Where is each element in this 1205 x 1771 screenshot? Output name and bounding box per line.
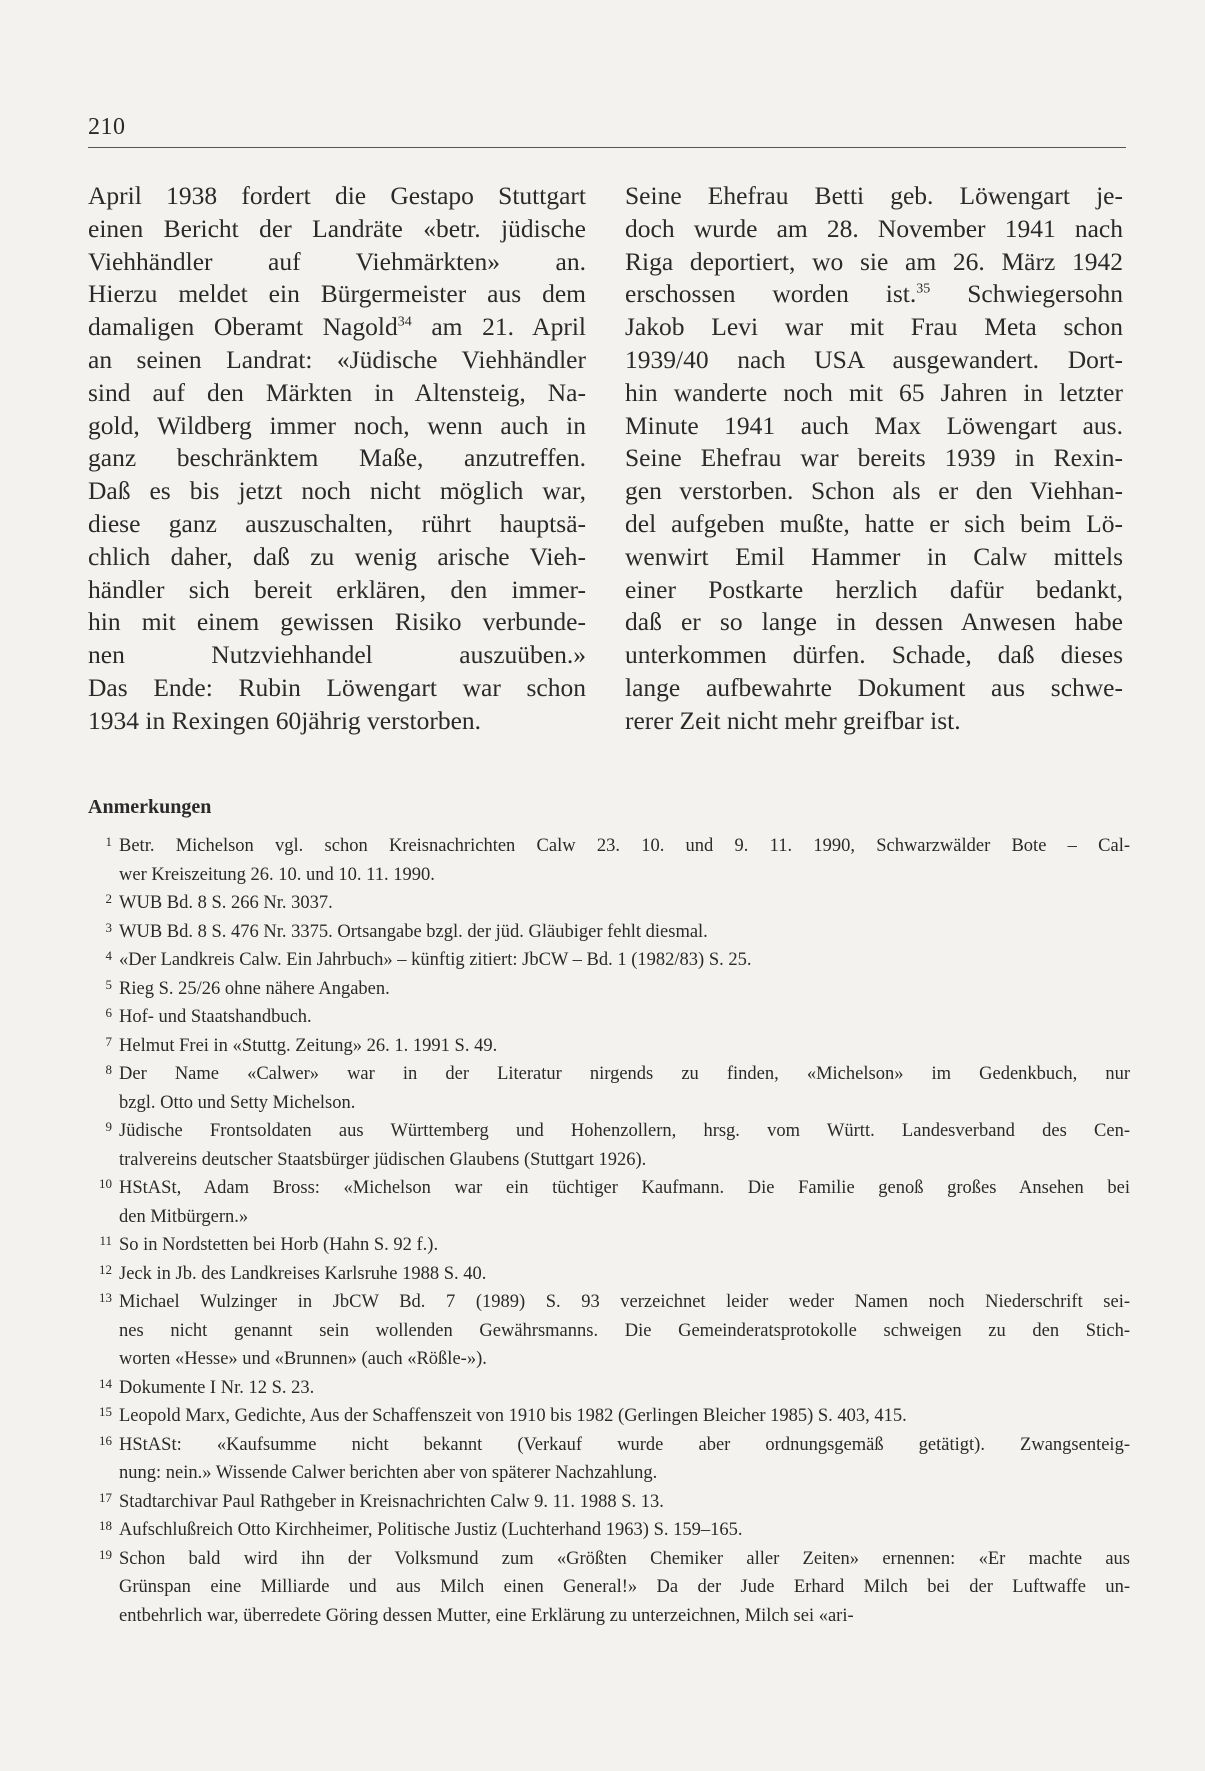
- footnote-number: 11: [99, 1233, 112, 1248]
- footnote: [88, 1431, 1130, 1488]
- text-line: diese ganz auszuschalten, rührt hauptsä-: [88, 508, 586, 538]
- footnote-line: nung: nein.» Wissende Calwer berichten aber von späterer Nachzahlung.: [119, 1463, 658, 1483]
- footnote: [88, 1174, 1130, 1231]
- text-line: Seine Ehefrau Betti geb. Löwengart je-: [625, 181, 1123, 210]
- footnote-line: Jeck in Jb. des Landkreises Karlsruhe 1988 S. 40.: [119, 1263, 487, 1284]
- footnote-number: 9: [105, 1119, 112, 1134]
- text-line: Jakob Levi war mit Frau Meta schon: [625, 312, 1123, 342]
- footnote: [88, 832, 1130, 889]
- text-line: ganz beschränktem Maße, anzutreffen.: [88, 443, 586, 473]
- footnote-line: worten «Hesse» und «Brunnen» (auch «Rößle-»).: [119, 1349, 487, 1369]
- footnote-line: HStASt, Adam Bross: «Michelson war ein tüchtiger Kaufmann. Die Familie genoß großes Ansehen bei: [119, 1178, 1130, 1198]
- footnote-line: bzgl. Otto und Setty Michelson.: [119, 1092, 356, 1113]
- footnote-number: 15: [99, 1404, 112, 1419]
- footnote-number: 6: [105, 1005, 112, 1020]
- footnote-line: Hof- und Staatshandbuch.: [119, 1007, 312, 1027]
- footnote: [88, 1402, 1130, 1431]
- footnote-line: wer Kreiszeitung 26. 10. und 10. 11. 1990.: [119, 864, 435, 885]
- footnote: [88, 1032, 1130, 1061]
- footnote: [88, 1117, 1130, 1174]
- footnote-line: Schon bald wird ihn der Volksmund zum «Größten Chemiker aller Zeiten» ernennen: «Er machte aus: [119, 1548, 1130, 1569]
- footnote: [88, 1060, 1130, 1117]
- footnote-line: nes nicht genannt sein wollenden Gewährsmanns. Die Gemeinderatsprotokolle schweigen zu den Stich-: [119, 1320, 1130, 1341]
- footnote-number: 8: [105, 1062, 112, 1077]
- text-line: Viehhändler auf Viehmärkten» an.: [88, 246, 586, 276]
- text-line: einen Bericht der Landräte «betr. jüdische: [88, 213, 586, 243]
- footnote-number: 12: [99, 1261, 112, 1277]
- footnote-number: 5: [105, 976, 112, 992]
- footnote-line: Leopold Marx, Gedichte, Aus der Schaffenszeit von 1910 bis 1982 (Gerlingen Bleicher 1985) S. 403, 415.: [119, 1406, 907, 1426]
- text-line: hin mit einem gewissen Risiko verbunde-: [88, 607, 586, 637]
- text-line: hin wanderte noch mit 65 Jahren in letzter: [625, 377, 1123, 407]
- text-line: an seinen Landrat: «Jüdische Viehhändler: [88, 344, 586, 374]
- text-line: Riga deportiert, wo sie am 26. März 1942: [625, 246, 1123, 276]
- text-line: [625, 278, 1123, 311]
- footnote-line: entbehrlich war, überredete Göring dessen Mutter, eine Erklärung zu unterzeichnen, Milch sei «ari-: [119, 1605, 854, 1626]
- text-line: Hierzu meldet ein Bürgermeister aus dem: [88, 279, 586, 309]
- footnote-line: Rieg S. 25/26 ohne nähere Angaben.: [119, 978, 390, 999]
- footnote-reference: 35: [916, 281, 931, 297]
- footnote-line: Grünspan eine Milliarde und aus Milch einen General!» Da der Jude Erhard Milch bei der Luftwaffe un-: [119, 1577, 1130, 1597]
- text-fragment: erschossen worden ist.: [625, 279, 917, 309]
- footnote-line: Dokumente I Nr. 12 S. 23.: [119, 1377, 315, 1398]
- notes-heading: Anmerkungen: [88, 796, 212, 818]
- text-line: nen Nutzviehhandel auszuüben.»: [88, 640, 586, 670]
- right-text-column: [625, 180, 1123, 738]
- footnote-line: Helmut Frei in «Stuttg. Zeitung» 26. 1. 1991 S. 49.: [119, 1035, 498, 1056]
- footnote-line: WUB Bd. 8 S. 476 Nr. 3375. Ortsangabe bzgl. der jüd. Gläubiger fehlt diesmal.: [119, 921, 708, 942]
- footnote: [88, 1260, 1130, 1289]
- footnote-line: WUB Bd. 8 S. 266 Nr. 3037.: [119, 893, 333, 913]
- footnote-number: 7: [105, 1033, 112, 1049]
- footnotes-list: [88, 832, 1130, 1630]
- text-line: 1934 in Rexingen 60jährig verstorben.: [88, 705, 482, 735]
- text-line: wenwirt Emil Hammer in Calw mittels: [625, 541, 1123, 571]
- left-text-column: [88, 180, 586, 738]
- text-line: April 1938 fordert die Gestapo Stuttgart: [88, 181, 586, 210]
- footnote-number: 13: [99, 1290, 112, 1305]
- footnote-line: Aufschlußreich Otto Kirchheimer, Politische Justiz (Luchterhand 1963) S. 159–165.: [119, 1520, 743, 1540]
- footnote-line: Michael Wulzinger in JbCW Bd. 7 (1989) S. 93 verzeichnet leider weder Namen noch Niederschrift sei-: [119, 1292, 1130, 1312]
- text-line: einer Postkarte herzlich dafür bedankt,: [625, 574, 1123, 604]
- header-rule: [88, 147, 1126, 148]
- footnote-number: 19: [99, 1546, 112, 1562]
- footnote-number: 18: [99, 1518, 112, 1533]
- text-line: del aufgeben mußte, hatte er sich beim Lö-: [625, 508, 1123, 538]
- text-fragment: damaligen Oberamt Nagold: [88, 312, 398, 342]
- text-line: Minute 1941 auch Max Löwengart aus.: [625, 410, 1123, 440]
- text-line: [88, 311, 586, 344]
- text-line: händler sich bereit erklären, den immer-: [88, 574, 586, 604]
- footnote-line: So in Nordstetten bei Horb (Hahn S. 92 f.).: [119, 1235, 439, 1255]
- footnote-number: 2: [105, 891, 112, 906]
- text-line: gold, Wildberg immer noch, wenn auch in: [88, 410, 586, 440]
- footnote-number: 14: [99, 1375, 112, 1391]
- text-fragment: Schwiegersohn: [930, 279, 1123, 309]
- footnote: [88, 1374, 1130, 1403]
- footnote-line: Stadtarchivar Paul Rathgeber in Kreisnachrichten Calw 9. 11. 1988 S. 13.: [119, 1491, 664, 1512]
- text-line: lange aufbewahrte Dokument aus schwe-: [625, 672, 1123, 702]
- footnote-number: 4: [105, 948, 112, 963]
- footnote: [88, 1488, 1130, 1517]
- footnote: [88, 946, 1130, 975]
- footnote-line: tralvereins deutscher Staatsbürger jüdischen Glaubens (Stuttgart 1926).: [119, 1149, 647, 1170]
- footnote-line: den Mitbürgern.»: [119, 1206, 249, 1227]
- footnote-line: Jüdische Frontsoldaten aus Württemberg und Hohenzollern, hrsg. vom Württ. Landesverband des Cen-: [119, 1121, 1130, 1141]
- text-line: Daß es bis jetzt noch nicht möglich war,: [88, 476, 586, 506]
- footnote-line: Betr. Michelson vgl. schon Kreisnachrichten Calw 23. 10. und 9. 11. 1990, Schwarzwälder Bote – Cal-: [119, 836, 1130, 856]
- footnote-number: 1: [105, 834, 112, 849]
- footnote: [88, 1003, 1130, 1032]
- text-line: chlich daher, daß zu wenig arische Vieh-: [88, 541, 586, 571]
- text-fragment: am 21. April: [411, 312, 586, 342]
- footnote-number: 3: [105, 919, 112, 935]
- text-line: gen verstorben. Schon als er den Viehhan-: [625, 476, 1123, 506]
- footnote: [88, 975, 1130, 1004]
- footnote: [88, 1516, 1130, 1545]
- footnote-number: 10: [99, 1176, 112, 1191]
- text-line: Das Ende: Rubin Löwengart war schon: [88, 672, 586, 702]
- text-line: daß er so lange in dessen Anwesen habe: [625, 607, 1123, 637]
- text-line: doch wurde am 28. November 1941 nach: [625, 213, 1123, 243]
- footnote: [88, 1231, 1130, 1260]
- footnote: [88, 918, 1130, 947]
- footnote: [88, 889, 1130, 918]
- page-number: 210: [88, 114, 126, 140]
- text-line: rerer Zeit nicht mehr greifbar ist.: [625, 705, 961, 735]
- footnote-line: «Der Landkreis Calw. Ein Jahrbuch» – künftig zitiert: JbCW – Bd. 1 (1982/83) S. 25.: [119, 950, 752, 970]
- footnote-number: 17: [99, 1489, 112, 1505]
- footnote-line: Der Name «Calwer» war in der Literatur nirgends zu finden, «Michelson» im Gedenkbuch, nur: [119, 1064, 1130, 1084]
- footnote-line: HStASt: «Kaufsumme nicht bekannt (Verkauf wurde aber ordnungsgemäß getätigt). Zwangsenteig-: [119, 1434, 1130, 1455]
- footnote: [88, 1288, 1130, 1374]
- footnote-number: 16: [99, 1432, 112, 1448]
- text-line: sind auf den Märkten in Altensteig, Na-: [88, 377, 586, 407]
- text-line: unterkommen dürfen. Schade, daß dieses: [625, 640, 1123, 670]
- text-line: Seine Ehefrau war bereits 1939 in Rexin-: [625, 443, 1123, 473]
- footnote-reference: 34: [397, 314, 412, 330]
- footnote: [88, 1545, 1130, 1631]
- text-line: 1939/40 nach USA ausgewandert. Dort-: [625, 344, 1123, 374]
